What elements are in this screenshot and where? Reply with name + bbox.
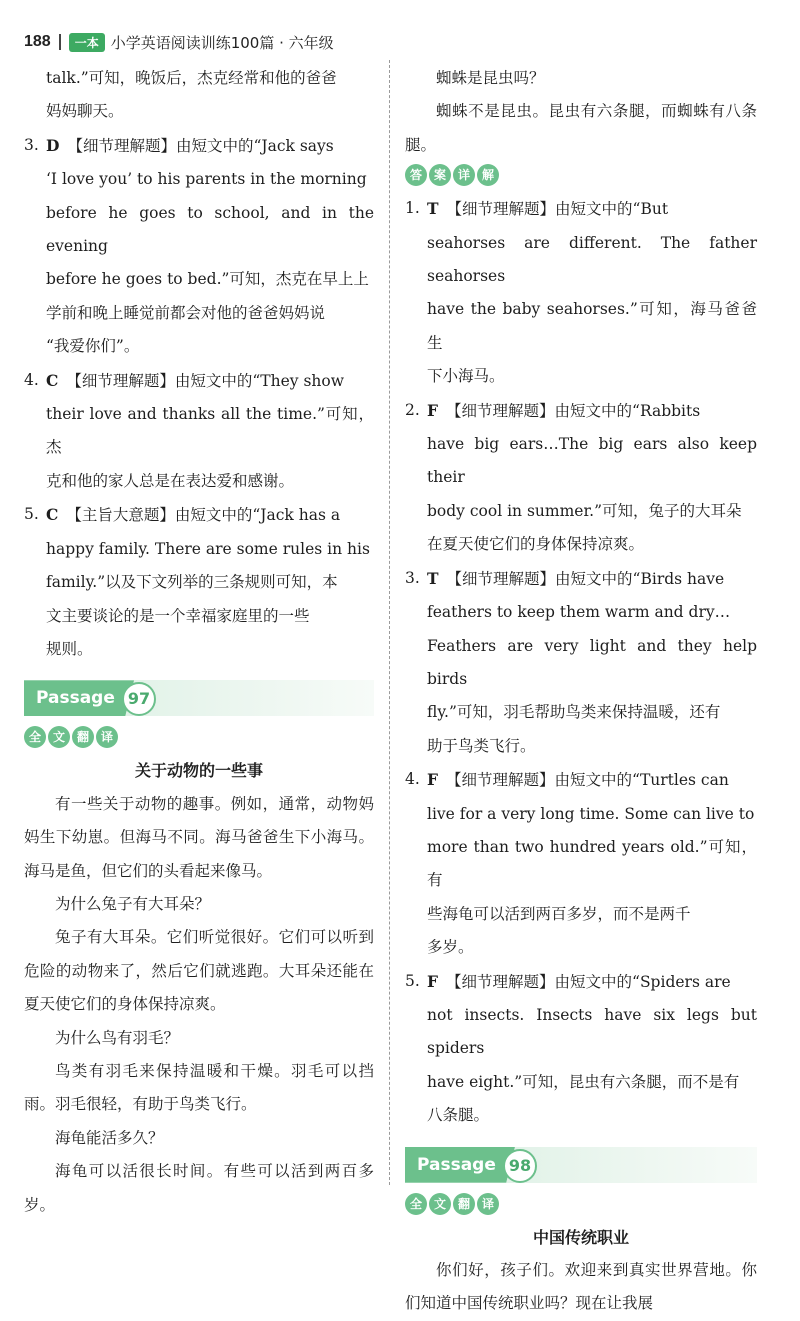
answer-item-3: [405, 562, 757, 763]
item-line: “我爱你们”。: [46, 337, 140, 356]
item-line: their love and thanks all the time.”可知，杰: [46, 405, 374, 457]
item-line: 些海龟可以活到两百多岁，而不是两千: [427, 904, 691, 923]
badge-char: 译: [96, 726, 118, 748]
answers-section-badge: [405, 164, 757, 186]
page-number: 188: [24, 33, 51, 50]
item-line: 在夏天使它们的身体保持凉爽。: [427, 535, 645, 554]
badge-char: 翻: [72, 726, 94, 748]
answer-item-1: [405, 192, 757, 393]
badge-char: 文: [429, 1193, 451, 1215]
item-number: 5.: [405, 971, 420, 990]
article-title: 关于动物的一些事: [134, 761, 263, 781]
badge-char: 答: [405, 164, 427, 186]
item-line: seahorses are different. The father seahorses: [427, 233, 757, 286]
badge-char: 详: [453, 164, 475, 186]
paragraph: 鸟类有羽毛来保持温暖和干燥。羽毛可以挡雨。羽毛很轻，有助于鸟类飞行。: [24, 1061, 374, 1114]
paragraph: 为什么兔子有大耳朵？: [55, 894, 211, 913]
item-line: D 【细节理解题】由短文中的“Jack says: [46, 135, 334, 155]
right-column: [405, 62, 757, 1321]
answer-item-2: [405, 394, 757, 562]
item-line: 多岁。: [427, 938, 474, 957]
left-column: [24, 62, 374, 1222]
item-line: 文主要谈论的是一个幸福家庭里的一些: [46, 606, 310, 625]
item-line: more than two hundred years old.”可知，有: [427, 837, 757, 890]
paragraph: 蜘蛛是昆虫吗？: [436, 69, 545, 87]
header-separator: [59, 34, 61, 50]
item-line: live for a very long time. Some can live to: [427, 804, 755, 823]
item-line: C 【主旨大意题】由短文中的“Jack has a: [46, 505, 341, 525]
item-number: 4.: [405, 770, 420, 789]
answer-letter: F: [427, 971, 439, 991]
item-line: fly.”可知，羽毛帮助鸟类来保持温暖，还有: [427, 703, 721, 722]
item-line: not insects. Insects have six legs but spiders: [427, 1005, 757, 1058]
passage-number: 97: [122, 682, 156, 716]
brand-logo: 一本: [69, 33, 105, 52]
article-title: 中国传统职业: [532, 1227, 629, 1247]
badge-char: 译: [477, 1193, 499, 1215]
passage-label: Passage: [36, 688, 115, 709]
item-number: 3.: [24, 135, 39, 154]
item-number: 3.: [405, 568, 420, 587]
item-line: F 【细节理解题】由短文中的“Turtles can: [427, 770, 729, 790]
item-line: 规则。: [46, 639, 93, 658]
answer-letter: T: [427, 568, 439, 588]
item-line: 八条腿。: [427, 1106, 490, 1125]
answer-letter: F: [427, 770, 439, 790]
item-line: have big ears…The big ears also keep their: [427, 435, 757, 487]
paragraph: 你们好，孩子们。欢迎来到真实世界营地。你们知道中国传统职业吗？现在让我展: [405, 1261, 757, 1313]
answer-item-3: [24, 129, 374, 364]
item-line: 学前和晚上睡觉前都会对他的爸爸妈妈说: [46, 303, 326, 322]
badge-char: 文: [48, 726, 70, 748]
passage-98-banner: [405, 1147, 757, 1183]
answer-item-4: [405, 763, 757, 964]
item-line: T 【细节理解题】由短文中的“But: [427, 199, 669, 219]
answer-item-5: [405, 965, 757, 1133]
item-line: 助于鸟类飞行。: [427, 736, 536, 755]
badge-char: 案: [429, 164, 451, 186]
item-line: feathers to keep them warm and dry…: [427, 603, 731, 622]
item-number: 2.: [405, 400, 420, 419]
item-number: 5.: [24, 505, 39, 524]
translation-section-badge: [24, 726, 374, 748]
item-line: have eight.”可知，昆虫有六条腿，而不是有: [427, 1072, 740, 1091]
paragraph: 蜘蛛不是昆虫。昆虫有六条腿，而蜘蛛有八条腿。: [405, 102, 757, 154]
item-line: body cool in summer.”可知，兔子的大耳朵: [427, 501, 742, 520]
paragraph: 海龟可以活很长时间。有些可以活到两百多岁。: [24, 1162, 374, 1214]
item-line: 下小海马。: [427, 367, 505, 386]
book-series-title: 小学英语阅读训练100篇 · 六年级: [110, 33, 334, 52]
item-line: have the baby seahorses.”可知，海马爸爸生: [427, 300, 757, 352]
item-line: before he goes to school, and in the evening: [46, 203, 374, 256]
passage-number: 98: [503, 1149, 537, 1183]
item-line: ‘I love you’ to his parents in the morning: [46, 170, 367, 189]
passage-label: Passage: [417, 1154, 496, 1175]
paragraph: 为什么鸟有羽毛？: [55, 1028, 180, 1047]
answer-letter: F: [427, 400, 439, 420]
item-line: F 【细节理解题】由短文中的“Spiders are: [427, 971, 731, 991]
item-line: Feathers are very light and they help birds: [427, 636, 757, 688]
answer-item-5: [24, 498, 374, 666]
paragraph: 海龟能活多久？: [55, 1128, 164, 1147]
answer-letter: T: [427, 199, 439, 219]
badge-char: 全: [405, 1193, 427, 1215]
item-line: T 【细节理解题】由短文中的“Birds have: [427, 568, 725, 588]
item-line: before he goes to bed.”可知，杰克在早上上: [46, 270, 369, 289]
item-line: C 【细节理解题】由短文中的“They show: [46, 370, 344, 390]
passage-97-banner: [24, 680, 374, 716]
item-line: happy family. There are some rules in his: [46, 539, 370, 558]
badge-char: 解: [477, 164, 499, 186]
item-line: family.”以及下文列举的三条规则可知，本: [46, 573, 338, 592]
item-line: 克和他的家人总是在表达爱和感谢。: [46, 471, 295, 490]
continued-text: talk.”可知，晚饭后，杰克经常和他的爸爸 妈妈聊天。: [46, 69, 337, 121]
item-number: 1.: [405, 199, 420, 218]
item-number: 4.: [24, 370, 39, 389]
badge-char: 翻: [453, 1193, 475, 1215]
paragraph: 有一些关于动物的趣事。例如，通常，动物妈妈生下幼崽。但海马不同。海马爸爸生下小海马。海马是鱼，但它们的头看起来像马。: [24, 794, 374, 880]
badge-char: 全: [24, 726, 46, 748]
answer-letter: C: [46, 370, 59, 390]
item-line: F 【细节理解题】由短文中的“Rabbits: [427, 400, 701, 420]
answer-letter: D: [46, 135, 60, 155]
column-divider: [389, 60, 390, 1185]
paragraph: 兔子有大耳朵。它们听觉很好。它们可以听到危险的动物来了，然后它们就逃跑。大耳朵还能在夏天使它们的身体保持凉爽。: [24, 928, 374, 1014]
page-header: [24, 30, 334, 54]
answer-letter: C: [46, 505, 59, 525]
answer-item-4: [24, 364, 374, 499]
